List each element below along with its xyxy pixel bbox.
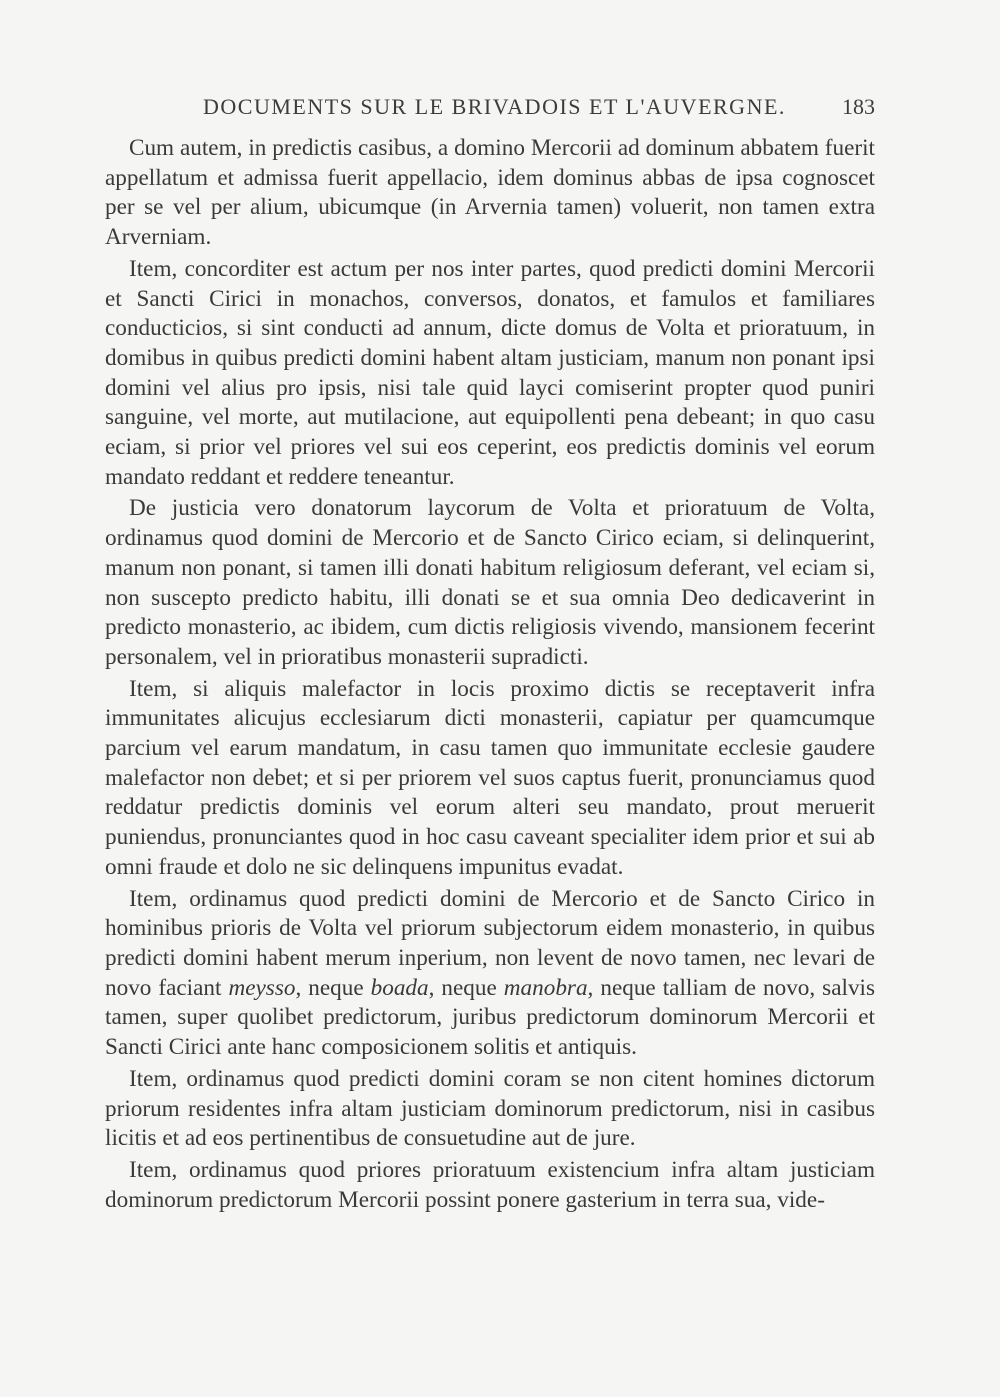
italic-term-meysso: meysso (228, 974, 296, 1001)
body-text (105, 134, 875, 1215)
paragraph-7: Item, ordinamus quod priores prioratuum existencium infra altam justiciam dominorum predictorum Mercorii possint ponere gasterium in terra sua, vide- (105, 1156, 875, 1213)
page-header (105, 94, 875, 124)
paragraph-6: Item, ordinamus quod predicti domini coram se non citent homines dictorum priorum residentes infra altam justiciam dominorum predictorum, nisi in casibus licitis et ad eos pertinentibus de consuetudine aut de jure. (105, 1065, 875, 1152)
page-number: 183 (842, 94, 875, 119)
paragraph-5-text-a: Item, ordinamus quod predicti domini de Mercorio et de Sancto Cirico in hominibus prioris de Volta vel priorum subjectorum eidem monasterio, in quibus predicti domini habent merum inperium, non levent de novo tamen, nec levari de novo faciant (105, 885, 875, 1001)
paragraph-5-text-b: , neque (295, 974, 371, 1001)
italic-term-manobra: manobra (503, 974, 588, 1001)
italic-term-boada: boada (370, 974, 429, 1001)
paragraph-5-text-d: , neque talliam de novo, salvis tamen, super quolibet predictorum, juribus predictorum dominorum Mercorii et Sancti Cirici ante hanc composicionem solitis et antiquis. (105, 974, 875, 1061)
paragraph-5-text-c: , neque (428, 974, 504, 1001)
paragraph-3: De justicia vero donatorum laycorum de Volta et prioratuum de Volta, ordinamus quod domini de Mercorio et de Sancto Cirico eciam, si delinquerint, manum non ponant, si tamen illi donati habitum religiosum deferant, vel eciam si, non suscepto predicto habitu, illi donati se et sua omnia Deo dedicaverint in predicto monasterio, ac ibidem, cum dictis religiosis vivendo, mansionem fecerint personalem, vel in prioratibus monasterii supradicti. (105, 495, 875, 670)
paragraph-2: Item, concorditer est actum per nos inter partes, quod predicti domini Mercorii et Sancti Cirici in monachos, conversos, donatos, et famulos et familiares conducticios, si sint conducti ad annum, dicte domus de Volta et prioratuum, in domibus in quibus predicti domini habent altam justiciam, manum non ponant ipsi domini vel alius pro ipsis, nisi tale quid layci comiserint propter quod puniri sanguine, vel morte, aut mutilacione, aut equipollenti pena debeant; in quo casu eciam, si prior vel priores vel sui eos ceperint, eos predictis dominis vel eorum mandato reddant et reddere teneantur. (105, 255, 875, 490)
running-title: DOCUMENTS SUR LE BRIVADOIS ET L'AUVERGNE. (203, 94, 786, 119)
paragraph-1: Cum autem, in predictis casibus, a domino Mercorii ad dominum abbatem fuerit appellatum et admissa fuerit appellacio, idem dominus abbas de ipsa cognoscet per se vel per alium, ubicumque (in Arvernia tamen) voluerit, non tamen extra Arverniam. (105, 135, 875, 251)
paragraph-5 (105, 885, 875, 1063)
paragraph-4: Item, si aliquis malefactor in locis proximo dictis se receptaverit infra immunitates alicujus ecclesiarum dicti monasterii, capiatur per quamcumque parcium vel earum mandatum, in casu tamen quo immunitate ecclesie gaudere malefactor non debet; et si per priorem vel suos captus fuerit, pronunciamus quod reddatur predictis dominis vel eorum alteri seu mandato, prout meruerit puniendus, pronunciantes quod in hoc casu caveant specialiter idem prior et sui ab omni fraude et dolo ne sic delinquens impunitus evadat. (105, 675, 875, 880)
